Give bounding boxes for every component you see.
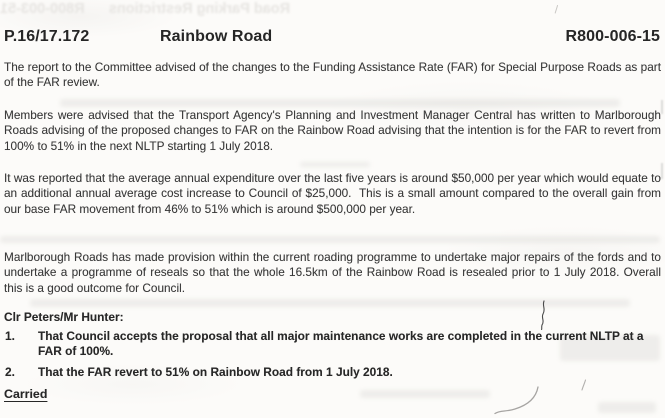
tick-mark (581, 379, 587, 391)
pen-curve-mark (494, 385, 542, 415)
resolution-item (4, 329, 661, 360)
motion-result: Carried (4, 387, 48, 401)
resolution-text: That the FAR revert to 51% on Rainbow Road from 1 July 2018. (38, 365, 393, 379)
scan-smudge (300, 162, 370, 167)
scan-smudge (30, 299, 630, 307)
minute-reference-code: R800-006-15 (565, 28, 660, 45)
body-paragraph: Marlborough Roads has made provision within the current roading programme to undertake major repairs of the fords and to undertake a programme of reseals so that the whole 16.5km of the Rainbow Road is resealed prior to 1 July 2018. Overall this is a good outcome for Council. (4, 250, 665, 295)
scan-smudge (0, 236, 660, 243)
bleed-through-text: Road Parking Restrictions R800-003-51 (0, 1, 291, 17)
body-paragraph: Members were advised that the Transport Agency's Planning and Investment Manager Central has written to Marlborough Roads advising of the proposed changes to FAR on the Rainbow Road advising that the intention is for the FAR to revert from 100% to 51% in the next NLTP starting 1 July 2018. (4, 108, 665, 153)
resolution-number: 2. (5, 365, 15, 379)
resolution-number: 1. (5, 329, 15, 343)
scan-smudge (598, 402, 656, 413)
resolution-text: That Council accepts the proposal that all major maintenance works are completed in the current NLTP at a FAR of 100%. (38, 329, 647, 359)
resolution-item (4, 365, 661, 380)
motion-movers: Clr Peters/Mr Hunter: (4, 310, 124, 324)
body-paragraph: It was reported that the average annual expenditure over the last five years is around $50,000 per year which would equate to an additional annual average cost increase to Council of $25,000. This is a small amount compared to the overall gain from our base FAR movement from 46% to 51% which is around $500,000 per year. (4, 171, 665, 216)
minute-header (0, 28, 665, 48)
minute-item-number: P.16/17.172 (4, 28, 90, 45)
body-paragraph: The report to the Committee advised of the changes to the Funding Assistance Rate (FAR) for Special Purpose Roads as part of the FAR review. (4, 60, 665, 90)
scan-smudge (360, 390, 490, 398)
minute-title: Rainbow Road (160, 28, 273, 45)
scan-smudge (60, 99, 620, 107)
speck-mark (554, 5, 559, 14)
